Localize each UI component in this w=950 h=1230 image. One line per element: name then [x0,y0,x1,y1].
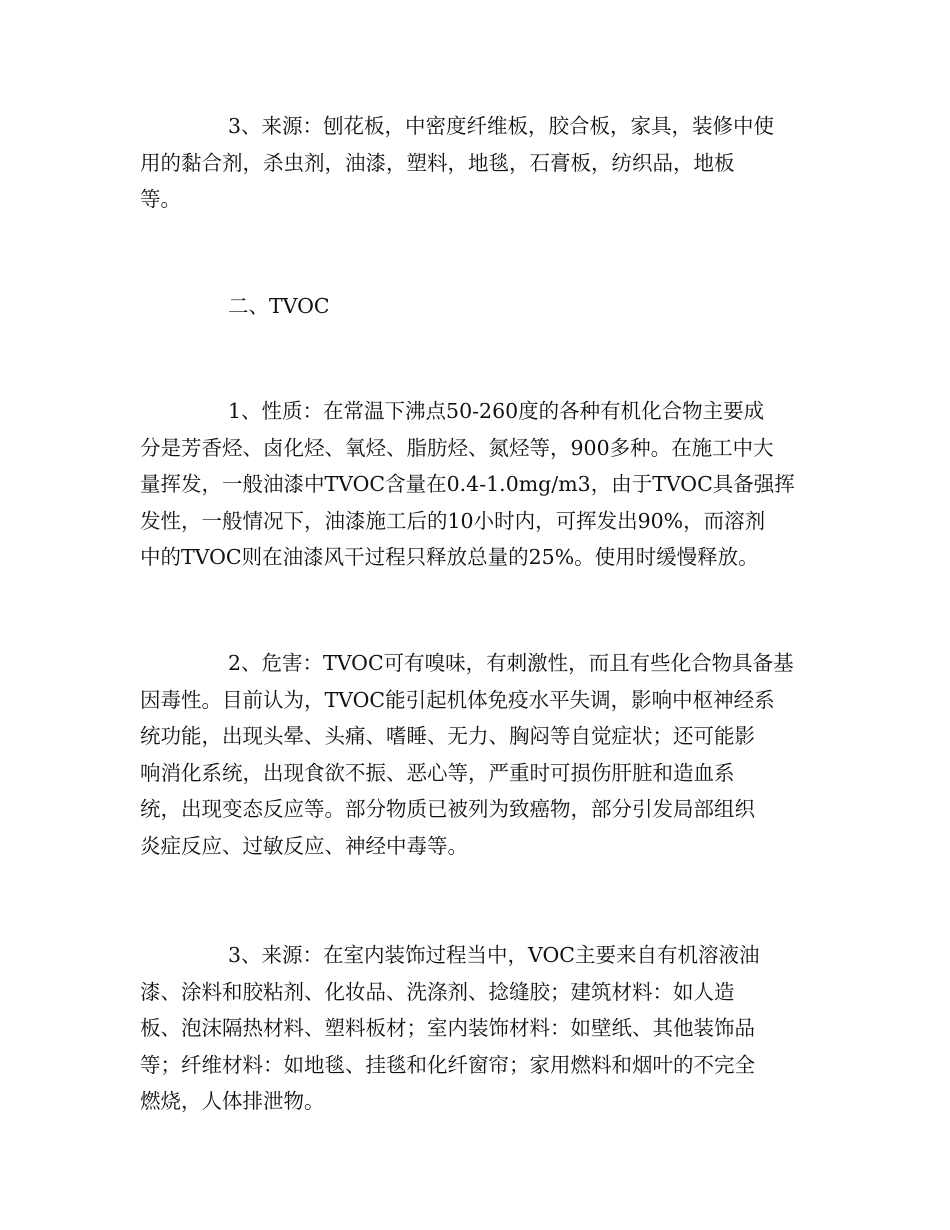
paragraph-hazards [140,645,820,864]
paragraph-line: 统，出现变态反应等。部分物质已被列为致癌物，部分引发局部组织 [140,797,755,821]
paragraph-line: 量挥发，一般油漆中TVOC含量在0.4-1.0mg/m3，由于TVOC具备强挥 [140,472,795,496]
paragraph-line: 发性，一般情况下，油漆施工后的10小时内，可挥发出90%，而溶剂 [140,508,766,533]
paragraph-line: 2、危害：TVOC可有嗅味，有刺激性，而且有些化合物具备基 [228,651,794,675]
section-heading-tvoc [140,288,820,325]
paragraph-properties [140,393,820,576]
paragraph-line: 1、性质：在常温下沸点50-260度的各种有机化合物主要成 [228,399,765,423]
paragraph-line: 统功能，出现头晕、头痛、嗜睡、无力、胸闷等自觉症状；还可能影 [140,724,755,748]
section-heading-text: 二、TVOC [228,294,330,318]
paragraph-line: 3、来源：在室内装饰过程当中，VOC主要来自有机溶液油 [228,943,760,967]
paragraph-line: 因毒性。目前认为，TVOC能引起机体免疫水平失调，影响中枢神经系 [140,687,775,712]
paragraph-line: 燃烧，人体排泄物。 [140,1089,325,1113]
paragraph-line: 用的黏合剂，杀虫剂，油漆，塑料，地毯，石膏板，纺织品，地板 [140,150,735,175]
paragraph-line: 炎症反应、过敏反应、神经中毒等。 [140,833,468,858]
paragraph-line: 中的TVOC则在油漆风干过程只释放总量的25%。使用时缓慢释放。 [140,545,759,569]
paragraph-sources-tvoc [140,937,820,1120]
paragraph-sources-formaldehyde [140,108,820,218]
paragraph-line: 漆、涂料和胶粘剂、化妆品、洗涤剂、捻缝胶；建筑材料：如人造 [140,979,735,1004]
paragraph-line: 板、泡沫隔热材料、塑料板材；室内装饰材料：如壁纸、其他装饰品 [140,1016,755,1040]
paragraph-line: 响消化系统，出现食欲不振、恶心等，严重时可损伤肝脏和造血系 [140,760,735,785]
paragraph-line: 等；纤维材料：如地毯、挂毯和化纤窗帘；家用燃料和烟叶的不完全 [140,1052,755,1077]
paragraph-line: 等。 [140,187,181,211]
paragraph-line: 分是芳香烃、卤化烃、氧烃、脂肪烃、氮烃等，900多种。在施工中大 [140,435,774,460]
paragraph-line: 3、来源：刨花板，中密度纤维板，胶合板，家具，装修中使 [228,114,775,138]
